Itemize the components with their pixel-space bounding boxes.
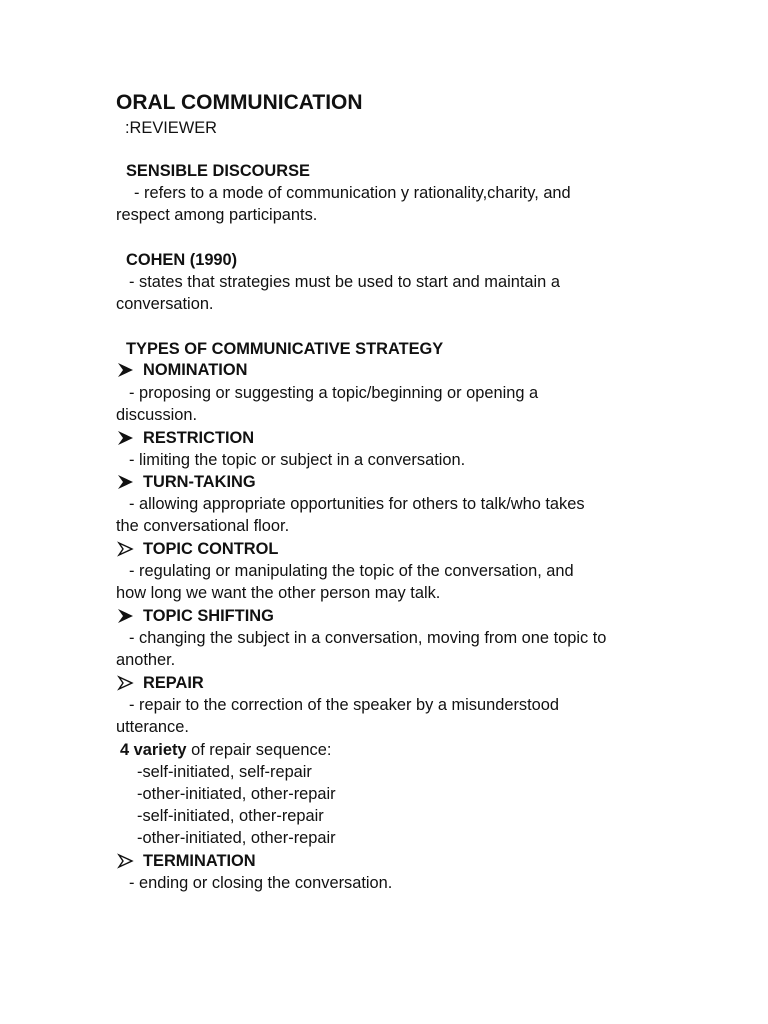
- page-subtitle: :REVIEWER: [125, 119, 217, 137]
- cohen-heading: COHEN (1990): [126, 251, 238, 269]
- cohen-def-line2: conversation.: [116, 295, 214, 313]
- strategy-label-nomination: NOMINATION: [143, 361, 248, 379]
- sensible-discourse-def-line2: respect among participants.: [116, 206, 318, 224]
- repair-variety-line: [120, 740, 331, 760]
- repair-type-item: -other-initiated, other-repair: [137, 829, 336, 847]
- outline-arrowhead-bullet-icon: [116, 674, 136, 692]
- strategy-desc-restriction-line1: - limiting the topic or subject in a conversation.: [129, 451, 466, 469]
- strategy-label-topic-control: TOPIC CONTROL: [143, 540, 279, 558]
- sensible-discourse-def-line1: - refers to a mode of communication y rationality,charity, and: [134, 184, 571, 202]
- strategy-label-turn-taking: TURN-TAKING: [143, 473, 256, 491]
- strategy-label-termination: TERMINATION: [143, 852, 256, 870]
- repair-type-item: -other-initiated, other-repair: [137, 785, 336, 803]
- strategy-label-topic-shifting: TOPIC SHIFTING: [143, 607, 274, 625]
- strategy-desc-repair-line1: - repair to the correction of the speaker by a misunderstood: [129, 696, 560, 714]
- arrowhead-bullet-icon: [116, 361, 136, 379]
- page-title: ORAL COMMUNICATION: [116, 91, 363, 114]
- outline-arrowhead-bullet-icon: [116, 540, 136, 558]
- strategy-desc-topic-shifting-line1: - changing the subject in a conversation, moving from one topic to: [129, 629, 607, 647]
- arrowhead-bullet-icon: [116, 429, 136, 447]
- sensible-discourse-heading: SENSIBLE DISCOURSE: [126, 162, 310, 180]
- repair-type-item: -self-initiated, self-repair: [137, 763, 312, 781]
- strategy-label-restriction: RESTRICTION: [143, 429, 255, 447]
- repair-type-item: -self-initiated, other-repair: [137, 807, 324, 825]
- cohen-def-line1: - states that strategies must be used to start and maintain a: [129, 273, 560, 291]
- strategy-desc-termination-line1: - ending or closing the conversation.: [129, 874, 393, 892]
- repair-variety-bold: 4 variety: [120, 741, 187, 759]
- arrowhead-bullet-icon: [116, 473, 136, 491]
- strategy-desc-turn-taking-line1: - allowing appropriate opportunities for others to talk/who takes: [129, 495, 585, 513]
- strategy-desc-topic-control-line2: how long we want the other person may talk.: [116, 584, 441, 602]
- strategy-desc-turn-taking-line2: the conversational floor.: [116, 517, 290, 535]
- outline-arrowhead-bullet-icon: [116, 852, 136, 870]
- strategy-desc-topic-shifting-line2: another.: [116, 651, 176, 669]
- strategy-desc-repair-line2: utterance.: [116, 718, 189, 736]
- arrowhead-bullet-icon: [116, 607, 136, 625]
- repair-variety-rest: of repair sequence:: [186, 741, 332, 759]
- strategy-label-repair: REPAIR: [143, 674, 204, 692]
- strategy-desc-topic-control-line1: - regulating or manipulating the topic of the conversation, and: [129, 562, 574, 580]
- strategy-desc-nomination-line1: - proposing or suggesting a topic/beginning or opening a: [129, 384, 539, 402]
- strategy-desc-nomination-line2: discussion.: [116, 406, 198, 424]
- types-heading: TYPES OF COMMUNICATIVE STRATEGY: [126, 340, 444, 358]
